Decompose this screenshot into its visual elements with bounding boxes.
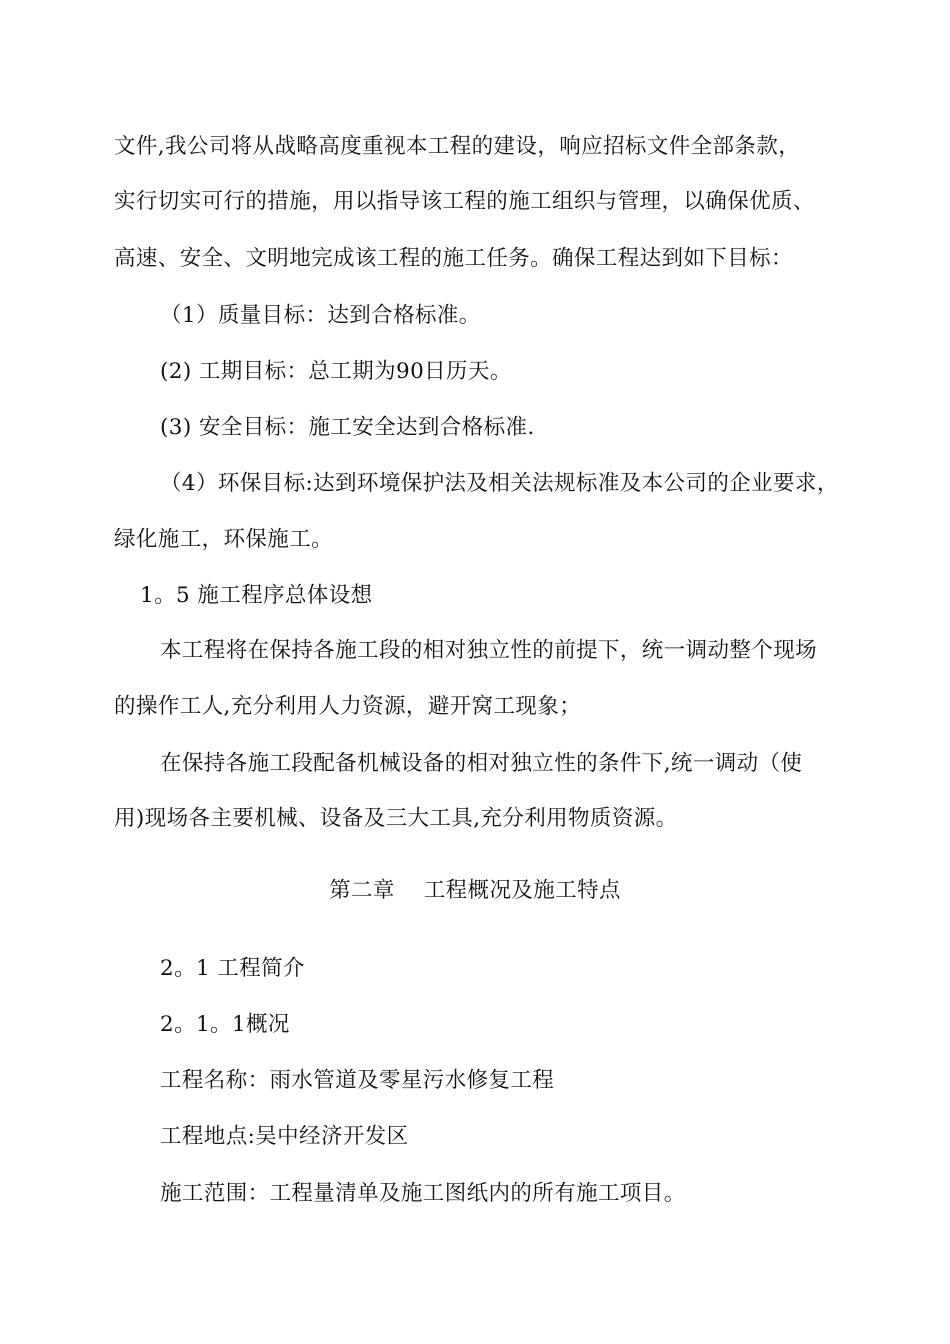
goal-environment-continuation: 绿化施工，环保施工。: [114, 527, 334, 552]
section-2-1-1-heading: 2。1。1概况: [160, 1012, 290, 1037]
goal-schedule: (2) 工期目标：总工期为90日历天。: [160, 359, 512, 384]
project-name: 工程名称：雨水管道及零星污水修复工程: [160, 1068, 555, 1093]
section-1-5-para1-line1: 本工程将在保持各施工段的相对独立性的前提下，统一调动整个现场: [160, 638, 818, 663]
section-1-5-para2-line2: 用)现场各主要机械、设备及三大工具,充分利用物质资源。: [114, 806, 678, 831]
section-1-5-heading: 1。5 施工程序总体设想: [140, 583, 373, 608]
section-1-5-para2-line1: 在保持各施工段配备机械设备的相对独立性的条件下,统一调动（使: [160, 751, 803, 776]
section-2-1-heading: 2。1 工程简介: [160, 956, 305, 981]
project-location: 工程地点:吴中经济开发区: [160, 1124, 409, 1149]
chapter-title: 第二章 工程概况及施工特点: [329, 878, 621, 903]
intro-line-3: 高速、安全、文明地完成该工程的施工任务。确保工程达到如下目标：: [114, 246, 793, 271]
goal-quality: （1）质量目标：达到合格标准。: [160, 303, 481, 328]
section-1-5-para1-line2: 的操作工人,充分利用人力资源，避开窝工现象；: [114, 694, 582, 719]
intro-line-2: 实行切实可行的措施，用以指导该工程的施工组织与管理，以确保优质、: [114, 189, 815, 214]
intro-line-1: 文件,我公司将从战略高度重视本工程的建设，响应招标文件全部条款，: [114, 134, 801, 159]
goal-safety: (3) 安全目标：施工安全达到合格标准.: [160, 415, 535, 440]
construction-scope: 施工范围：工程量清单及施工图纸内的所有施工项目。: [160, 1181, 686, 1206]
goal-environment: （4）环保目标:达到环境保护法及相关法规标准及本公司的企业要求，: [160, 471, 839, 496]
